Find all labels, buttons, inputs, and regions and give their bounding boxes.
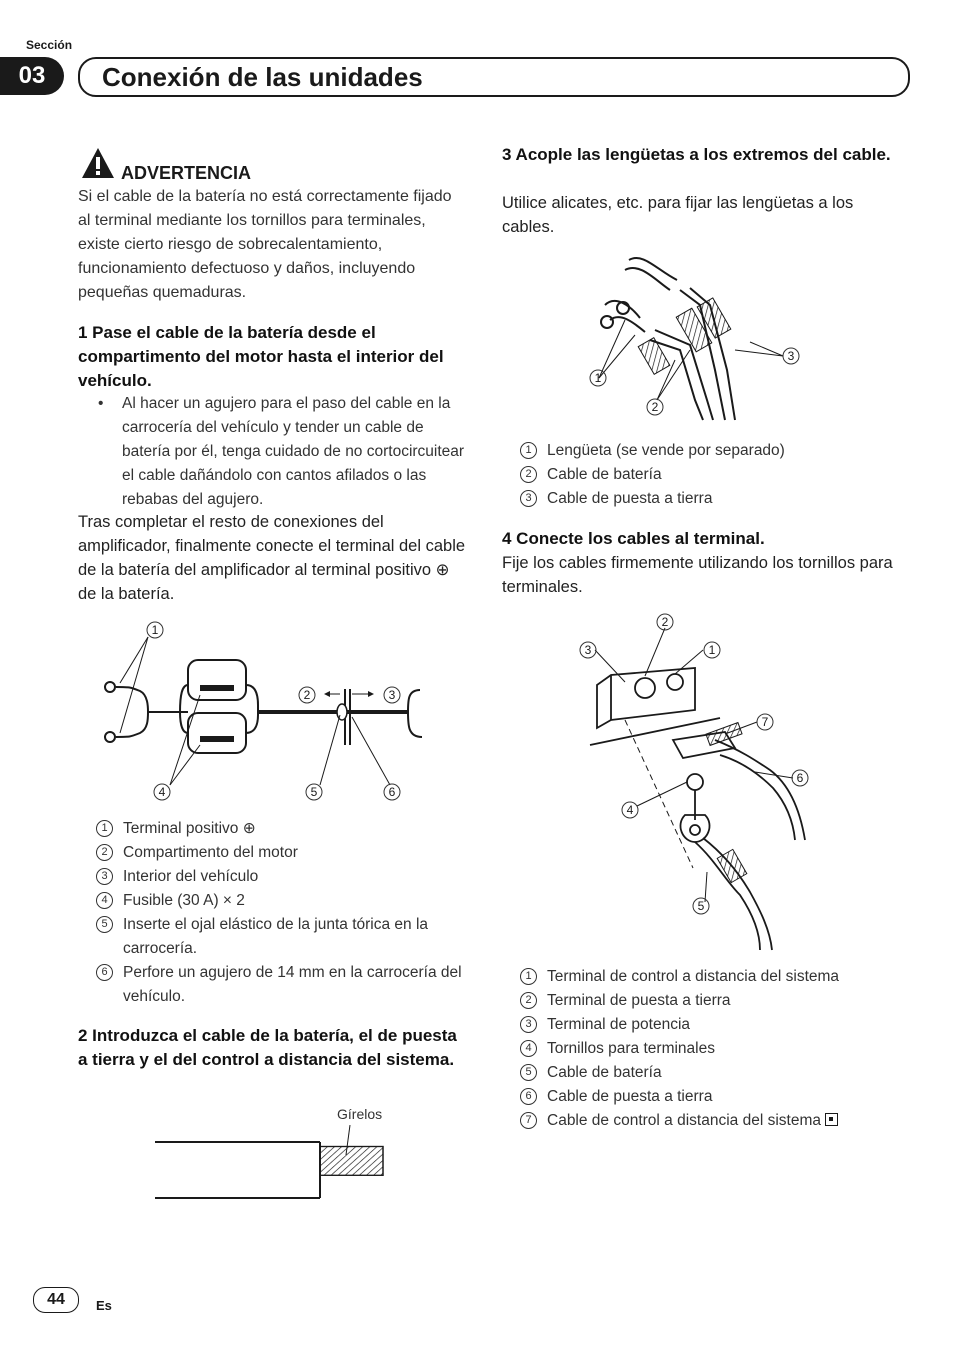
legend-item: 2 Compartimento del motor	[96, 841, 466, 865]
fig3-callout-3: 3	[787, 349, 795, 363]
legend-item: 3 Cable de puesta a tierra	[520, 487, 900, 511]
page-number: 44	[33, 1287, 79, 1313]
twist-label: Gírelos	[337, 1106, 383, 1122]
fig3-callout-2: 2	[651, 400, 659, 414]
fig4-callout-3: 3	[584, 643, 592, 657]
legend-item: 4 Tornillos para terminales	[520, 1037, 910, 1061]
section-label: Sección	[26, 38, 73, 52]
legend-item: 6 Cable de puesta a tierra	[520, 1085, 910, 1109]
legend-item: 4 Fusible (30 A) × 2	[96, 889, 466, 913]
legend-item: 2 Cable de batería	[520, 463, 900, 487]
legend-item: 3 Interior del vehículo	[96, 865, 466, 889]
language-code: Es	[96, 1298, 112, 1313]
step3-heading: 3 Acople las lengüetas a los extremos del cable.	[502, 145, 891, 164]
step1-heading: 1 Pase el cable de la batería desde el compartimento del motor hasta el interior del vehículo.	[78, 323, 444, 390]
warning-title: ADVERTENCIA	[121, 163, 252, 183]
fig4-callout-5: 5	[697, 899, 705, 913]
legend-item: 3 Terminal de potencia	[520, 1013, 910, 1037]
end-mark-icon	[825, 1113, 838, 1126]
fig1-callout-1: 1	[151, 623, 159, 637]
fig4-callout-7: 7	[761, 715, 769, 729]
fig4-callout-2: 2	[661, 615, 669, 629]
fig4-callout-4: 4	[626, 803, 634, 817]
fig1-callout-6: 6	[388, 785, 396, 799]
fig4-callout-6: 6	[796, 771, 804, 785]
lug-attachment-diagram	[585, 250, 815, 430]
step1-paragraph: Tras completar el resto de conexiones del amplificador, finalmente conecte el terminal del cable de la batería del amplificador al terminal positivo ⊕ de la batería.	[78, 513, 466, 603]
page-title: Conexión de las unidades	[78, 57, 910, 97]
fig3-callout-1: 1	[594, 371, 602, 385]
fig4-callouts	[580, 614, 808, 914]
fig1-callout-5: 5	[310, 785, 318, 799]
legend-item: 1 Terminal positivo ⊕	[96, 817, 466, 841]
fig1-callout-2: 2	[303, 688, 311, 702]
fig4-callout-1: 1	[708, 643, 716, 657]
fig1-callout-3: 3	[388, 688, 396, 702]
legend-item: 5 Inserte el ojal elástico de la junta tórica en la carrocería.	[96, 913, 466, 961]
step4-text: Fije los cables firmemente utilizando los tornillos para terminales.	[502, 554, 893, 596]
step1-bullet-text: Al hacer un agujero para el paso del cable en la carrocería del vehículo y tender un cable de batería por él, tenga cuidado de no cortocircuitear el cable dañándolo con cantos afilados o las rebabas del agujero.	[122, 395, 465, 508]
step4-legend	[520, 965, 910, 1133]
step3-legend	[520, 439, 900, 511]
legend-item: 7 Cable de control a distancia del sistema	[520, 1109, 910, 1133]
warning-text: Si el cable de la batería no está correctamente fijado al terminal mediante los tornillos para terminales, existe cierto riesgo de sobrecalentamiento, funcionamiento defectuoso y daños, incluyendo pequeñas quemaduras.	[78, 188, 452, 301]
section-number: 03	[0, 57, 64, 95]
legend-item: 1 Terminal de control a distancia del sistema	[520, 965, 910, 989]
legend-item: 1 Lengüeta (se vende por separado)	[520, 439, 900, 463]
cable-twist-diagram	[150, 1125, 390, 1205]
battery-routing-diagram	[90, 615, 450, 805]
warning-icon	[80, 146, 116, 185]
legend-item: 2 Terminal de puesta a tierra	[520, 989, 910, 1013]
legend-item: 6 Perfore un agujero de 14 mm en la carrocería del vehículo.	[96, 961, 466, 1009]
fig1-callout-4: 4	[158, 785, 166, 799]
step4-heading: 4 Conecte los cables al terminal.	[502, 529, 765, 548]
step1-legend	[96, 817, 466, 1009]
legend-item: 5 Cable de batería	[520, 1061, 910, 1085]
step1-bullet: • Al hacer un agujero para el paso del cable en la carrocería del vehículo y tender un cable de batería por él, tenga cuidado de no cortocircuitear el cable dañándolo con cantos afilados o las rebabas del agujero.	[78, 392, 466, 512]
terminal-connection-diagram	[575, 610, 825, 955]
step3-text: Utilice alicates, etc. para fijar las lengüetas a los cables.	[502, 194, 854, 236]
step2-heading: 2 Introduzca el cable de la batería, el de puesta a tierra y el del control a distancia del sistema.	[78, 1026, 457, 1069]
